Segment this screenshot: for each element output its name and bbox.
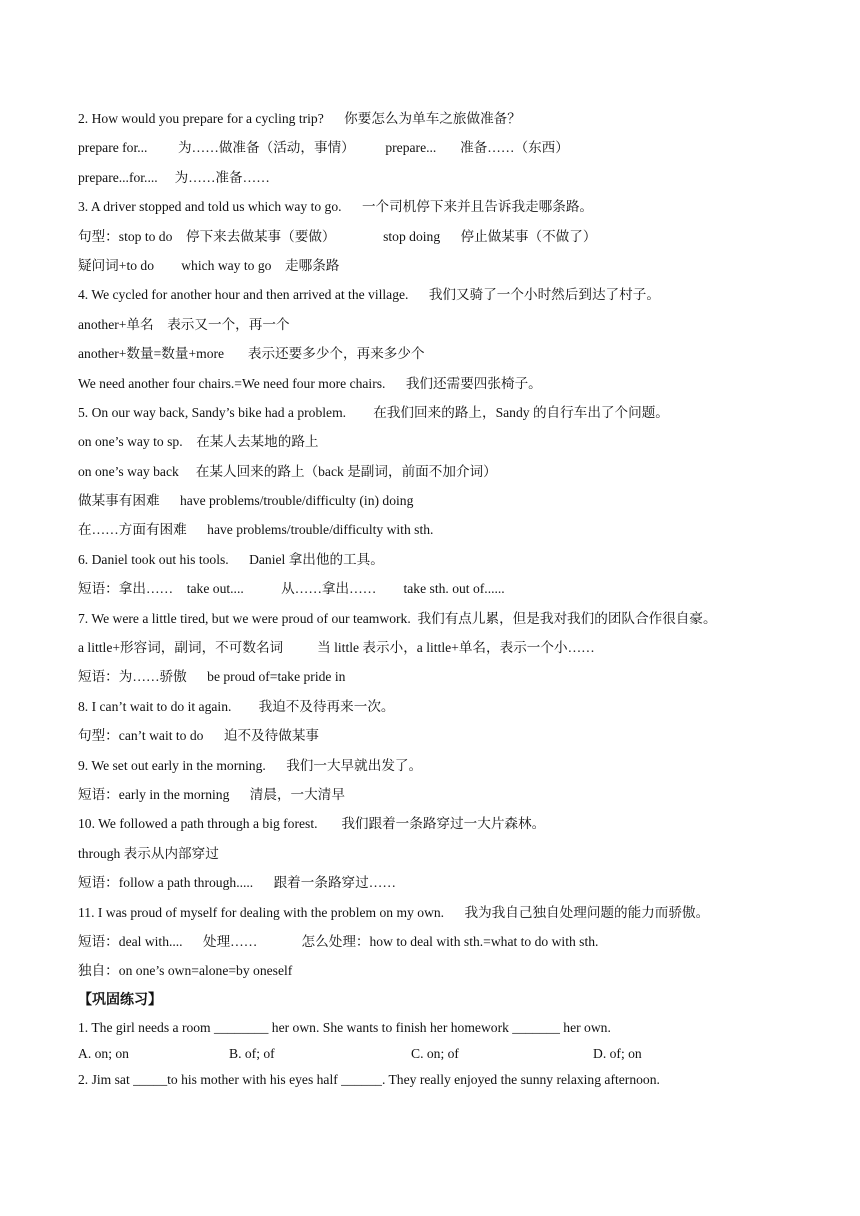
note-meaning: a little+形容词，副词，不可数名词 (78, 640, 284, 656)
note-phrase: 怎么处理：how to deal with sth.=what to do with sth. (301, 933, 599, 949)
sentence-line (78, 604, 848, 633)
note-phrase: prepare...for.... (78, 169, 158, 185)
sentence-line (78, 192, 848, 221)
exercise-question-1: 1. The girl needs a room ________ her own. She wants to finish her homework _______ her own. (78, 1020, 611, 1036)
note-meaning: 停下来去做某事（要做） (186, 228, 336, 244)
notes-body (78, 104, 848, 1093)
section-heading: 【巩固练习】 (78, 992, 162, 1008)
option-b: B. of; of (229, 1046, 275, 1062)
english-sentence: 10. We followed a path through a big forest. (78, 816, 318, 832)
note-meaning: 做某事有困难 (78, 493, 160, 509)
note-line (78, 251, 848, 280)
sentence-line (78, 369, 848, 398)
note-line (78, 427, 848, 456)
chinese-translation: Daniel 拿出他的工具。 (249, 551, 384, 567)
note-line (78, 339, 848, 368)
note-meaning: 为……准备…… (174, 169, 270, 185)
note-line (78, 956, 848, 985)
sentence-line (78, 898, 848, 927)
option-a: A. on; on (78, 1046, 129, 1062)
chinese-translation: 一个司机停下来并且告诉我走哪条路。 (361, 199, 594, 215)
note-line (78, 486, 848, 515)
chinese-translation: 我们还需要四张椅子。 (405, 375, 542, 391)
note-phrase: 独自：on one’s own=alone=by oneself (78, 963, 293, 979)
note-phrase: 短语：deal with.... (78, 933, 183, 949)
note-line (78, 662, 848, 691)
note-line (78, 310, 848, 339)
note-phrase: another+数量=数量+more (78, 346, 225, 362)
sentence-line (78, 545, 848, 574)
note-meaning: 迫不及待做某事 (223, 728, 320, 744)
note-phrase: 短语：early in the morning (78, 786, 230, 802)
sentence-line (78, 280, 848, 309)
chinese-translation: 你要怎么为单车之旅做准备？ (344, 111, 521, 126)
note-line (78, 574, 848, 603)
note-phrase: on one’s way back (78, 463, 179, 479)
sentence-line (78, 398, 848, 427)
note-meaning: 在……方面有困难 (78, 522, 187, 538)
note-meaning: 短语：为……骄傲 (78, 669, 187, 685)
note-line (78, 222, 848, 251)
note-meaning: 停止做某事（不做了） (460, 228, 597, 244)
note-phrase: 短语：follow a path through..... (78, 875, 254, 891)
note-phrase: which way to go (181, 257, 272, 273)
english-sentence: 11. I was proud of myself for dealing with the problem on my own. (78, 904, 445, 920)
english-sentence: We need another four chairs.=We need four more chairs. (78, 375, 386, 391)
note-phrase: 句型：can’t wait to do (78, 728, 204, 744)
english-sentence: 6. Daniel took out his tools. (78, 551, 229, 567)
note-phrase: prepare... (385, 140, 437, 156)
note-meaning: through 表示从内部穿过 (78, 845, 219, 861)
note-line (78, 163, 848, 192)
note-meaning: 在某人去某地的路上 (196, 434, 319, 450)
english-sentence: 9. We set out early in the morning. (78, 757, 266, 773)
note-line (78, 780, 848, 809)
note-meaning: 走哪条路 (285, 257, 340, 273)
option-d: D. of; on (593, 1046, 642, 1062)
note-line (78, 633, 848, 662)
note-meaning: 为……做准备（活动，事情） (178, 140, 355, 156)
sentence-line (78, 751, 848, 780)
note-phrase: have problems/trouble/difficulty (in) doing (179, 493, 414, 509)
sentence-line (78, 809, 848, 838)
option-c: C. on; of (411, 1046, 459, 1062)
note-phrase: on one’s way to sp. (78, 434, 183, 450)
note-line (78, 457, 848, 486)
note-meaning: 准备……（东西） (460, 140, 569, 156)
note-phrase: 疑问词+to do (78, 257, 155, 273)
note-phrase: have problems/trouble/difficulty with sth. (207, 522, 434, 538)
sentence-line (78, 692, 848, 721)
english-sentence: 2. How would you prepare for a cycling trip? (78, 111, 324, 126)
note-line (78, 515, 848, 544)
note-meaning: 短语：拿出…… (78, 581, 174, 597)
note-meaning: 在某人回来的路上（back 是副词，前面不加介词） (195, 463, 497, 479)
sentence-line (78, 104, 848, 133)
note-phrase: stop doing (383, 228, 441, 244)
chinese-translation: 我迫不及待再来一次。 (258, 698, 395, 714)
note-meaning: 表示又一个，再一个 (167, 316, 290, 332)
english-sentence: 8. I can’t wait to do it again. (78, 698, 232, 714)
note-line (78, 721, 848, 750)
chinese-translation: 我为我自己独自处理问题的能力而骄傲。 (464, 904, 710, 920)
note-phrase: take out.... (186, 581, 244, 597)
english-sentence: 3. A driver stopped and told us which way to go. (78, 199, 342, 215)
note-phrase: another+单名 (78, 316, 154, 332)
note-meaning: 当 little 表示小，a little+单名，表示一个小…… (317, 640, 595, 656)
note-meaning: 从……拿出…… (281, 581, 377, 597)
note-line (78, 133, 848, 162)
note-line (78, 927, 848, 956)
chinese-translation: 我们一大早就出发了。 (286, 757, 423, 773)
note-line (78, 868, 848, 897)
chinese-translation: 我们有点儿累，但是我对我们的团队合作很自豪。 (417, 610, 717, 626)
note-line (78, 839, 848, 868)
exercise-question-2: 2. Jim sat _____to his mother with his eyes half ______. They really enjoyed the sunny relaxing afternoon. (78, 1072, 660, 1088)
chinese-translation: 在我们回来的路上，Sandy 的自行车出了个问题。 (373, 404, 669, 420)
english-sentence: 5. On our way back, Sandy’s bike had a problem. (78, 404, 347, 420)
english-sentence: 4. We cycled for another hour and then arrived at the village. (78, 287, 409, 303)
note-phrase: 句型：stop to do (78, 228, 173, 244)
chinese-translation: 我们跟着一条路穿过一大片森林。 (341, 816, 546, 832)
note-meaning: 跟着一条路穿过…… (273, 875, 396, 891)
note-phrase: take sth. out of...... (403, 581, 505, 597)
exercise-options-1 (78, 1041, 848, 1067)
note-meaning: 清晨，一大清早 (249, 786, 345, 802)
note-phrase: prepare for... (78, 140, 148, 156)
note-meaning: 处理…… (202, 933, 258, 949)
note-meaning: 表示还要多少个，再来多少个 (247, 346, 425, 362)
english-sentence: 7. We were a little tired, but we were proud of our teamwork. (78, 610, 411, 626)
note-phrase: be proud of=take pride in (207, 669, 346, 685)
chinese-translation: 我们又骑了一个小时然后到达了村子。 (428, 287, 660, 303)
